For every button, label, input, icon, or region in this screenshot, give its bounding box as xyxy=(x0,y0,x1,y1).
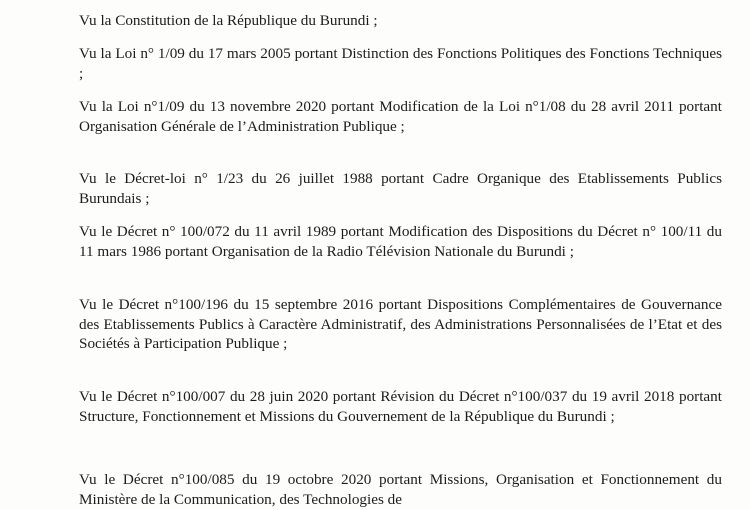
visa-loi-2005: Vu la Loi n° 1/09 du 17 mars 2005 portant Distinction des Fonctions Politiques des Fonctions Techniques ; xyxy=(79,45,722,82)
visa-decret-2020-octobre: Vu le Décret n°100/085 du 19 octobre 2020 portant Missions, Organisation et Fonctionnement du Ministère de la Communication, des Technologies de xyxy=(79,471,722,508)
visa-decret-loi-1988: Vu le Décret-loi n° 1/23 du 26 juillet 1988 portant Cadre Organique des Etablissements Publics Burundais ; xyxy=(79,170,722,207)
visa-decret-2020-juin: Vu le Décret n°100/007 du 28 juin 2020 portant Révision du Décret n°100/037 du 19 avril 2018 portant Structure, Fonctionnement et Missions du Gouvernement de la République du Burundi ; xyxy=(79,388,722,425)
visa-constitution: Vu la Constitution de la République du Burundi ; xyxy=(79,12,378,29)
visa-decret-1989: Vu le Décret n° 100/072 du 11 avril 1989 portant Modification des Dispositions du Décret n° 100/11 du 11 mars 1986 portant Organisation de la Radio Télévision Nationale du Burundi ; xyxy=(79,223,722,260)
visa-decret-2016: Vu le Décret n°100/196 du 15 septembre 2016 portant Dispositions Complémentaires de Gouvernance des Etablissements Publics à Caractère Administratif, des Administrations Personnalisées de l’Etat et des Sociétés à Participation Publique ; xyxy=(79,296,722,352)
visa-loi-2020: Vu la Loi n°1/09 du 13 novembre 2020 portant Modification de la Loi n°1/08 du 28 avril 2011 portant Organisation Générale de l’Administration Publique ; xyxy=(79,98,722,135)
